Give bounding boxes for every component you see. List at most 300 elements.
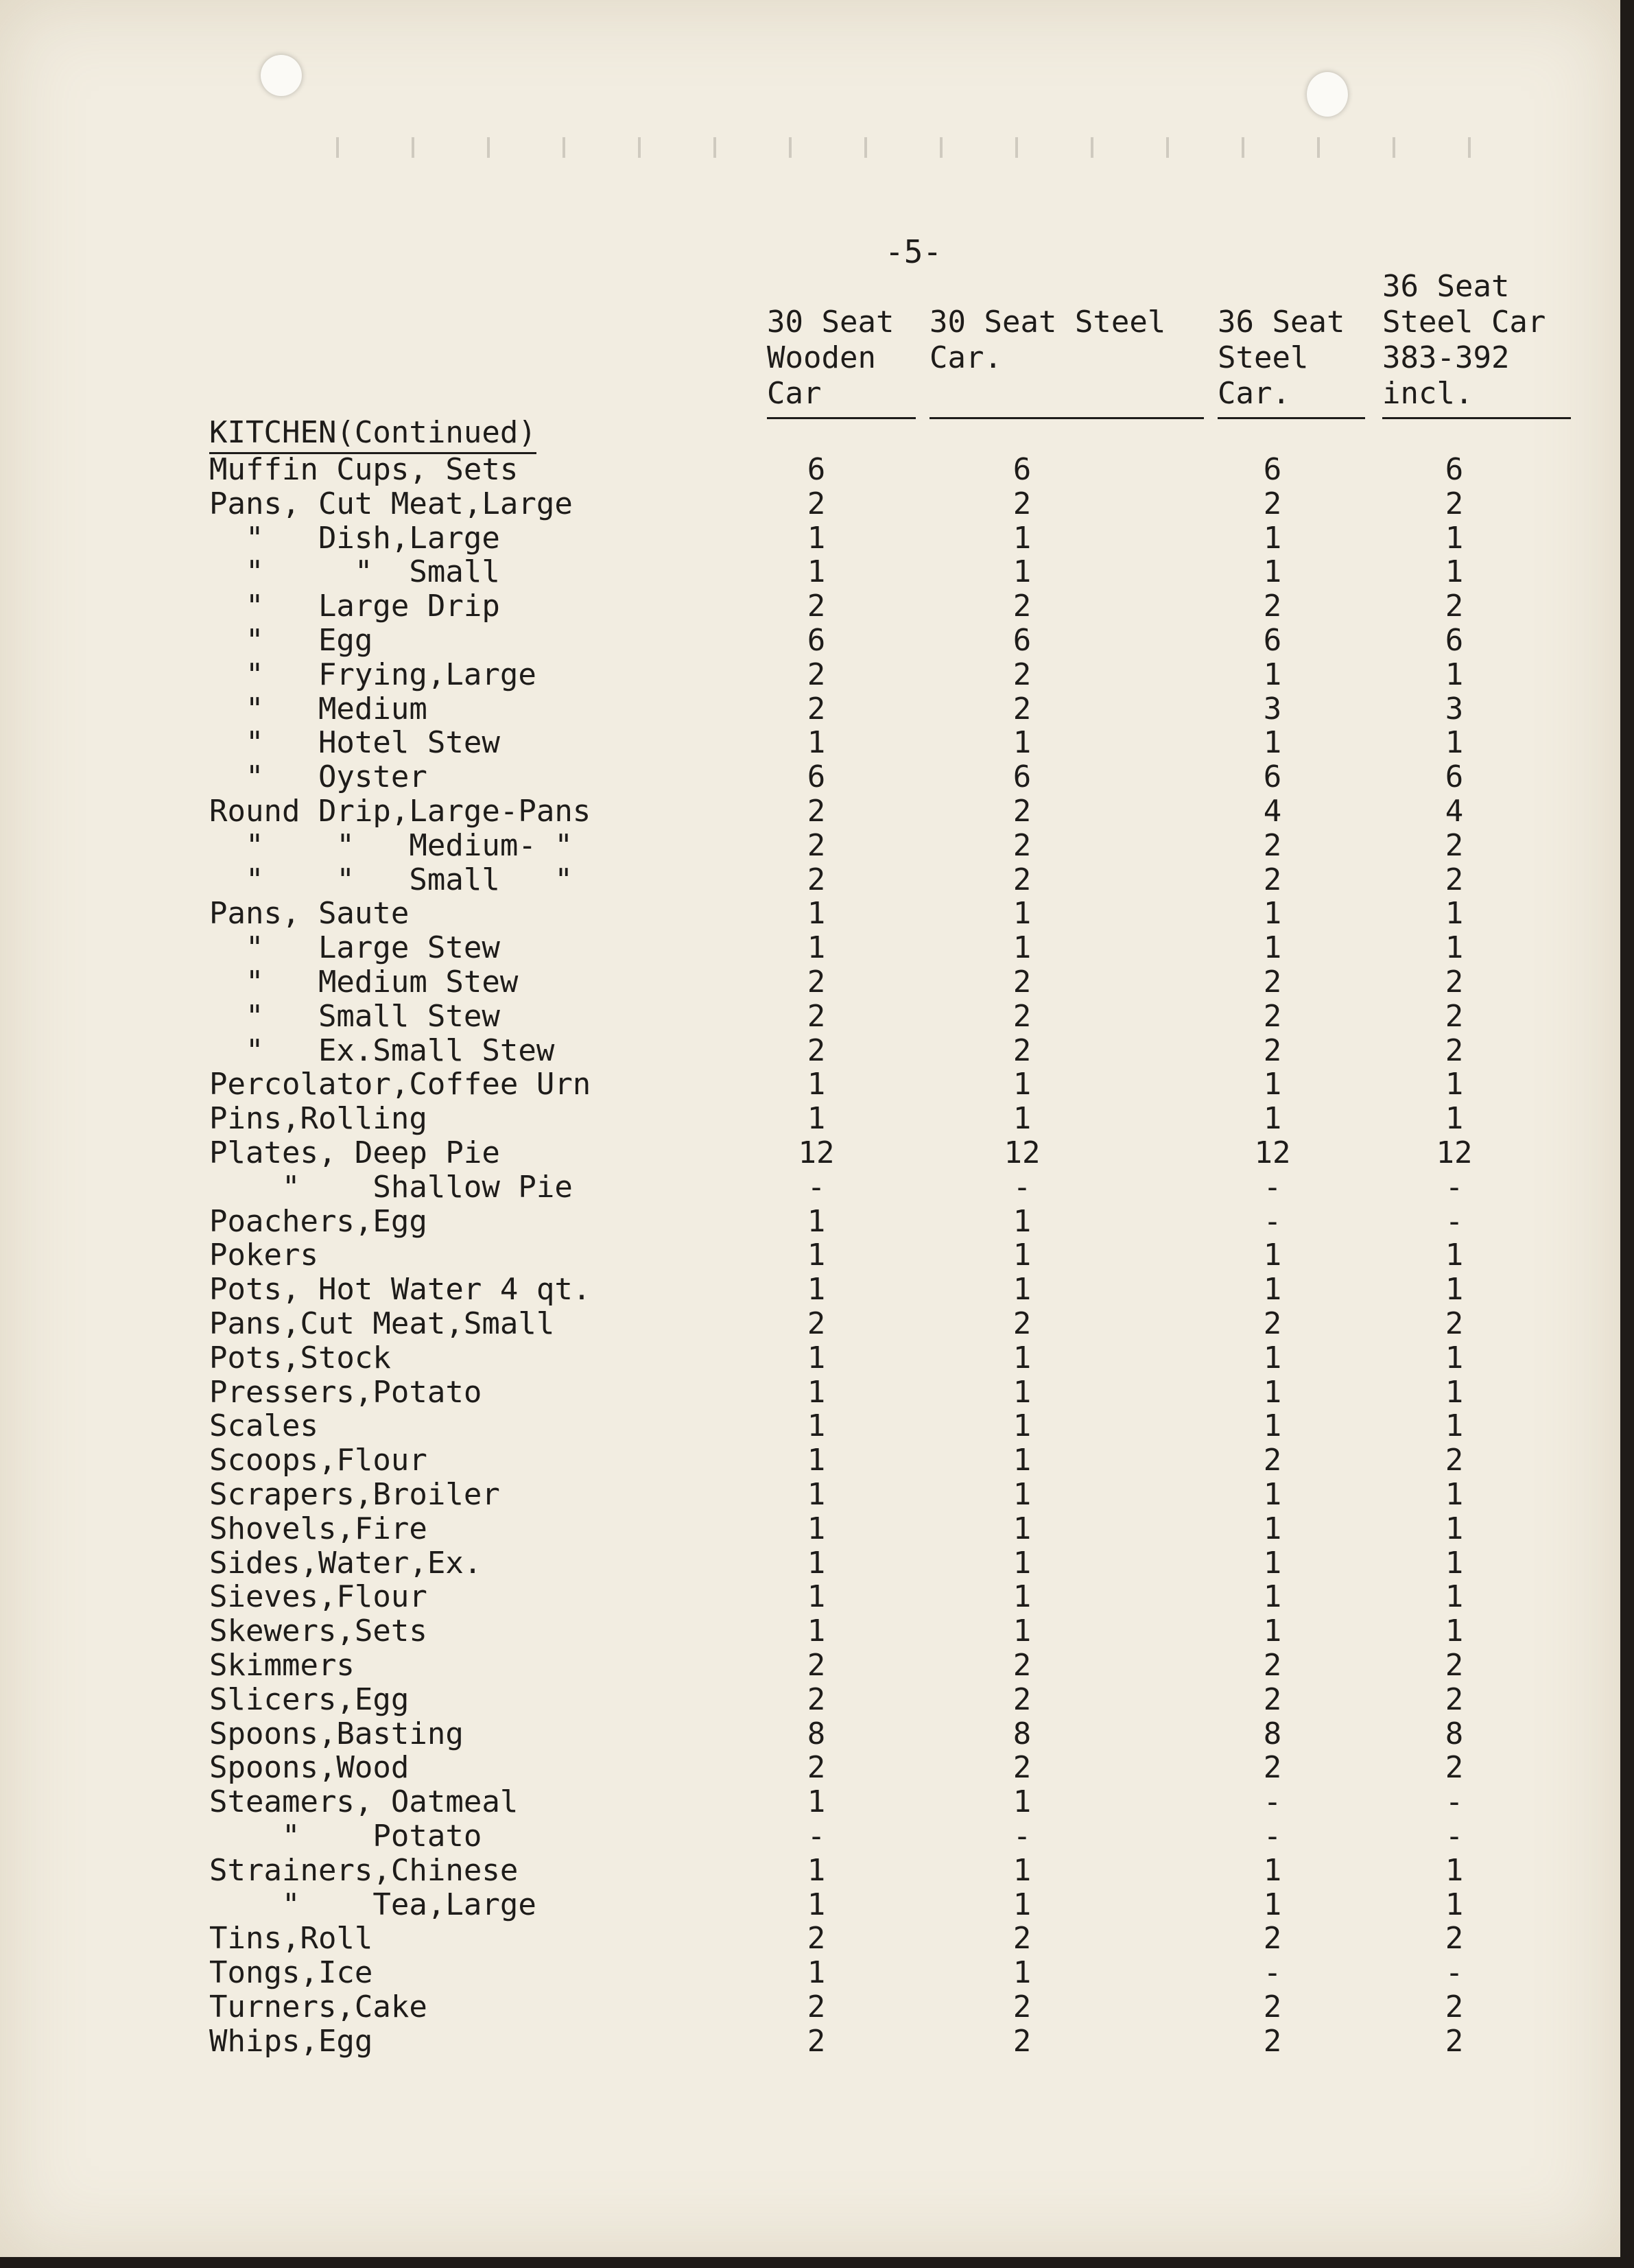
- item-name: Steamers, Oatmeal: [209, 1784, 519, 1820]
- table-row: [0, 829, 1620, 863]
- column-header-line: 36 Seat: [1218, 305, 1345, 340]
- table-row: [0, 965, 1620, 1000]
- table-row: [0, 1102, 1620, 1136]
- item-quantity: -: [1445, 1169, 1464, 1205]
- item-quantity: 1: [1445, 520, 1464, 556]
- item-quantity: 6: [1445, 759, 1464, 795]
- table-row: [0, 1683, 1620, 1717]
- item-quantity: 4: [1263, 794, 1282, 829]
- item-quantity: 2: [1263, 1648, 1282, 1683]
- item-quantity: 2: [1263, 1989, 1282, 2024]
- item-name: Whips,Egg: [209, 2023, 373, 2059]
- item-quantity: 1: [1013, 1101, 1032, 1137]
- item-quantity: 1: [1263, 1238, 1282, 1273]
- item-quantity: 12: [798, 1135, 835, 1170]
- item-quantity: 1: [1445, 725, 1464, 761]
- item-quantity: 2: [1013, 862, 1032, 897]
- table-row: [0, 1512, 1620, 1546]
- item-quantity: 6: [1263, 623, 1282, 658]
- column-header-rule: [1382, 417, 1571, 419]
- item-quantity: 1: [1013, 725, 1032, 761]
- item-quantity: 6: [1263, 759, 1282, 795]
- item-quantity: 1: [1263, 1887, 1282, 1922]
- item-quantity: 1: [1013, 1614, 1032, 1649]
- item-quantity: -: [1445, 1784, 1464, 1820]
- item-quantity: 2: [1263, 589, 1282, 624]
- item-name: Spoons,Basting: [209, 1716, 464, 1751]
- item-quantity: 2: [1263, 862, 1282, 897]
- table-row: [0, 1546, 1620, 1581]
- item-name: Skimmers: [209, 1648, 355, 1683]
- item-name: " Hotel Stew: [209, 725, 500, 761]
- item-name: Pans, Cut Meat,Large: [209, 486, 573, 521]
- table-row: [0, 1478, 1620, 1512]
- item-quantity: 2: [1013, 1750, 1032, 1786]
- item-quantity: 1: [1263, 657, 1282, 692]
- item-quantity: 8: [1263, 1716, 1282, 1751]
- item-quantity: 1: [1445, 554, 1464, 590]
- item-quantity: 1: [1445, 1101, 1464, 1137]
- item-quantity: 1: [1263, 1545, 1282, 1581]
- item-quantity: 1: [1263, 1579, 1282, 1615]
- item-quantity: -: [1263, 1169, 1282, 1205]
- item-quantity: 2: [807, 691, 826, 727]
- item-name: Pots,Stock: [209, 1340, 391, 1375]
- item-quantity: 1: [807, 1852, 826, 1888]
- item-name: " Egg: [209, 623, 373, 658]
- table-row: [0, 555, 1620, 589]
- table-row: [0, 453, 1620, 487]
- item-quantity: 2: [1263, 1921, 1282, 1957]
- item-quantity: -: [1013, 1169, 1032, 1205]
- item-quantity: 2: [1013, 1032, 1032, 1068]
- item-quantity: 2: [1445, 1306, 1464, 1341]
- item-quantity: 1: [807, 1238, 826, 1273]
- item-name: Scales: [209, 1408, 318, 1444]
- item-quantity: 1: [807, 1511, 826, 1546]
- item-quantity: 12: [1004, 1135, 1041, 1170]
- item-quantity: 2: [807, 1921, 826, 1957]
- item-quantity: 2: [807, 1032, 826, 1068]
- punch-hole-left: [261, 55, 302, 96]
- item-quantity: 1: [1445, 1614, 1464, 1649]
- item-name: Slicers,Egg: [209, 1681, 410, 1717]
- item-quantity: 2: [807, 998, 826, 1034]
- item-quantity: 1: [807, 1477, 826, 1512]
- table-row: [0, 2024, 1620, 2059]
- item-quantity: 1: [807, 1203, 826, 1239]
- table-row: [0, 1888, 1620, 1922]
- table-row: [0, 794, 1620, 829]
- item-name: Pans, Saute: [209, 896, 410, 932]
- page-edge-bottom: [0, 2257, 1634, 2268]
- item-quantity: 8: [1445, 1716, 1464, 1751]
- item-quantity: 1: [807, 1545, 826, 1581]
- item-quantity: 2: [1013, 1921, 1032, 1957]
- item-name: Shovels,Fire: [209, 1511, 427, 1546]
- item-name: Plates, Deep Pie: [209, 1135, 500, 1170]
- item-quantity: 1: [1013, 520, 1032, 556]
- table-row: [0, 1205, 1620, 1239]
- table-row: [0, 726, 1620, 760]
- item-quantity: 1: [1013, 1852, 1032, 1888]
- column-header-line: Wooden: [767, 340, 876, 375]
- item-quantity: 1: [1445, 1545, 1464, 1581]
- item-quantity: 2: [807, 965, 826, 1000]
- item-quantity: 1: [1445, 1067, 1464, 1102]
- item-quantity: -: [1013, 1819, 1032, 1854]
- item-name: " Frying,Large: [209, 657, 536, 692]
- item-quantity: 2: [1263, 1750, 1282, 1786]
- item-quantity: -: [1445, 1955, 1464, 1991]
- item-quantity: 1: [807, 896, 826, 932]
- item-quantity: 2: [1263, 998, 1282, 1034]
- item-quantity: 1: [1263, 930, 1282, 966]
- item-name: " Shallow Pie: [209, 1169, 573, 1205]
- item-quantity: 1: [1013, 1443, 1032, 1478]
- item-quantity: 2: [1263, 1443, 1282, 1478]
- column-header-line: 383-392: [1382, 340, 1510, 375]
- item-quantity: 8: [1013, 1716, 1032, 1751]
- item-quantity: 2: [807, 486, 826, 521]
- table-row: [0, 624, 1620, 658]
- item-quantity: 2: [807, 1306, 826, 1341]
- item-quantity: 1: [807, 1340, 826, 1375]
- table-row: [0, 1990, 1620, 2024]
- item-quantity: 1: [1013, 930, 1032, 966]
- item-quantity: 1: [1013, 1272, 1032, 1308]
- table-row: [0, 1649, 1620, 1683]
- item-quantity: 2: [807, 794, 826, 829]
- item-quantity: 6: [807, 759, 826, 795]
- table-row: [0, 931, 1620, 965]
- table-row: [0, 760, 1620, 794]
- item-quantity: 2: [1445, 1648, 1464, 1683]
- item-quantity: 2: [807, 589, 826, 624]
- item-name: " Medium: [209, 691, 427, 727]
- item-quantity: 1: [807, 520, 826, 556]
- item-quantity: 2: [1445, 1443, 1464, 1478]
- table-row: [0, 1614, 1620, 1649]
- item-quantity: 2: [1013, 998, 1032, 1034]
- item-quantity: 2: [1013, 794, 1032, 829]
- item-quantity: 2: [1263, 486, 1282, 521]
- item-quantity: 2: [1013, 589, 1032, 624]
- item-quantity: 1: [807, 725, 826, 761]
- item-quantity: -: [807, 1169, 826, 1205]
- item-name: " " Small: [209, 554, 500, 590]
- item-quantity: 6: [1013, 623, 1032, 658]
- column-header-line: 30 Seat Steel: [930, 305, 1166, 340]
- item-quantity: 2: [807, 1648, 826, 1683]
- item-name: " Large Stew: [209, 930, 500, 966]
- item-quantity: -: [807, 1819, 826, 1854]
- item-quantity: 2: [1013, 1989, 1032, 2024]
- item-name: Percolator,Coffee Urn: [209, 1067, 591, 1102]
- item-quantity: 1: [807, 1443, 826, 1478]
- item-quantity: 2: [1263, 827, 1282, 863]
- item-quantity: 1: [807, 1374, 826, 1410]
- item-quantity: 2: [1263, 1032, 1282, 1068]
- table-row: [0, 1307, 1620, 1341]
- item-quantity: 1: [1445, 1272, 1464, 1308]
- item-quantity: 1: [1013, 1067, 1032, 1102]
- item-quantity: 1: [1263, 1340, 1282, 1375]
- column-header-line: Car.: [1218, 376, 1290, 411]
- item-quantity: 2: [1013, 486, 1032, 521]
- item-quantity: 2: [807, 1750, 826, 1786]
- item-quantity: 1: [1013, 1340, 1032, 1375]
- item-name: " " Medium- ": [209, 827, 573, 863]
- item-quantity: 1: [1445, 1477, 1464, 1512]
- column-header-rule: [767, 417, 916, 419]
- item-quantity: 1: [807, 1579, 826, 1615]
- item-quantity: 1: [1263, 1272, 1282, 1308]
- item-quantity: 1: [1263, 1511, 1282, 1546]
- column-header-rule: [930, 417, 1204, 419]
- item-quantity: 1: [1263, 1614, 1282, 1649]
- table-row: [0, 863, 1620, 897]
- item-quantity: 1: [1263, 520, 1282, 556]
- item-quantity: 1: [1445, 657, 1464, 692]
- item-quantity: 1: [807, 1408, 826, 1444]
- item-quantity: 1: [807, 554, 826, 590]
- item-quantity: 1: [1263, 1852, 1282, 1888]
- table-row: [0, 1034, 1620, 1068]
- item-quantity: 12: [1436, 1135, 1473, 1170]
- item-quantity: -: [1445, 1203, 1464, 1239]
- table-row: [0, 1854, 1620, 1888]
- item-name: Strainers,Chinese: [209, 1852, 519, 1888]
- item-quantity: 2: [1445, 998, 1464, 1034]
- print-specks: [309, 137, 1543, 158]
- table-row: [0, 1785, 1620, 1819]
- item-name: Round Drip,Large-Pans: [209, 794, 591, 829]
- item-quantity: 2: [807, 1989, 826, 2024]
- punch-hole-right: [1307, 72, 1348, 117]
- item-name: Pans,Cut Meat,Small: [209, 1306, 555, 1341]
- table-row: [0, 658, 1620, 692]
- section-title: KITCHEN(Continued): [209, 415, 536, 454]
- item-quantity: 3: [1263, 691, 1282, 727]
- column-header-line: incl.: [1382, 376, 1473, 411]
- table-row: [0, 1819, 1620, 1854]
- item-name: Scrapers,Broiler: [209, 1477, 500, 1512]
- item-quantity: 2: [1445, 589, 1464, 624]
- item-quantity: -: [1263, 1203, 1282, 1239]
- item-quantity: 1: [1445, 1852, 1464, 1888]
- item-quantity: 6: [1263, 452, 1282, 487]
- item-quantity: 2: [1445, 965, 1464, 1000]
- item-quantity: 6: [807, 623, 826, 658]
- item-quantity: 1: [807, 1955, 826, 1991]
- item-name: " Medium Stew: [209, 965, 519, 1000]
- table-row: [0, 1375, 1620, 1410]
- table-row: [0, 589, 1620, 624]
- item-quantity: 1: [1013, 896, 1032, 932]
- item-quantity: 1: [807, 1101, 826, 1137]
- table-row: [0, 1067, 1620, 1102]
- item-quantity: 2: [1445, 1681, 1464, 1717]
- item-quantity: 2: [1445, 1032, 1464, 1068]
- item-quantity: 1: [1445, 1238, 1464, 1273]
- item-quantity: 6: [807, 452, 826, 487]
- table-row: [0, 1956, 1620, 1990]
- table-row: [0, 1170, 1620, 1205]
- item-quantity: 1: [1445, 1408, 1464, 1444]
- item-quantity: 1: [1445, 1511, 1464, 1546]
- item-quantity: 2: [1263, 1306, 1282, 1341]
- column-header-line: 30 Seat: [767, 305, 895, 340]
- item-quantity: 6: [1013, 452, 1032, 487]
- item-quantity: 2: [1445, 827, 1464, 863]
- table-row: [0, 1238, 1620, 1273]
- item-quantity: -: [1445, 1819, 1464, 1854]
- item-quantity: 2: [1445, 1921, 1464, 1957]
- item-name: " Large Drip: [209, 589, 500, 624]
- item-name: Tongs,Ice: [209, 1955, 373, 1991]
- item-name: Muffin Cups, Sets: [209, 452, 519, 487]
- item-quantity: 1: [807, 1614, 826, 1649]
- item-name: " Small Stew: [209, 998, 500, 1034]
- item-name: " Dish,Large: [209, 520, 500, 556]
- item-quantity: 1: [1013, 1955, 1032, 1991]
- table-row: [0, 692, 1620, 727]
- item-quantity: 3: [1445, 691, 1464, 727]
- table-row: [0, 1580, 1620, 1614]
- item-quantity: 12: [1254, 1135, 1291, 1170]
- item-name: " Tea,Large: [209, 1887, 536, 1922]
- item-quantity: 1: [1263, 1374, 1282, 1410]
- item-quantity: 1: [807, 1272, 826, 1308]
- column-header-line: 36 Seat: [1382, 269, 1510, 304]
- item-quantity: 2: [1013, 657, 1032, 692]
- item-quantity: 4: [1445, 794, 1464, 829]
- item-quantity: 2: [807, 657, 826, 692]
- item-quantity: 2: [1013, 1306, 1032, 1341]
- item-quantity: 1: [1263, 725, 1282, 761]
- page-edge-right: [1620, 0, 1634, 2268]
- table-row: [0, 1717, 1620, 1751]
- item-name: Sieves,Flour: [209, 1579, 427, 1615]
- item-quantity: 1: [1263, 1067, 1282, 1102]
- item-quantity: 1: [1263, 1408, 1282, 1444]
- item-quantity: 2: [1013, 1648, 1032, 1683]
- item-quantity: 2: [1445, 2023, 1464, 2059]
- item-quantity: 2: [1263, 1681, 1282, 1717]
- item-quantity: 2: [1445, 1989, 1464, 2024]
- item-quantity: 1: [1013, 1579, 1032, 1615]
- column-header-rule: [1218, 417, 1365, 419]
- table-row: [0, 1443, 1620, 1478]
- column-header-line: Car.: [930, 340, 1002, 375]
- table-row: [0, 897, 1620, 931]
- item-name: Poachers,Egg: [209, 1203, 427, 1239]
- item-name: Spoons,Wood: [209, 1750, 410, 1786]
- item-quantity: 2: [1263, 965, 1282, 1000]
- item-quantity: 2: [1445, 486, 1464, 521]
- item-name: Scoops,Flour: [209, 1443, 427, 1478]
- item-quantity: 1: [1263, 1101, 1282, 1137]
- item-quantity: 1: [1445, 896, 1464, 932]
- item-quantity: 1: [1013, 1408, 1032, 1444]
- item-quantity: 1: [1445, 1374, 1464, 1410]
- table-row: [0, 1000, 1620, 1034]
- item-quantity: 1: [1013, 1477, 1032, 1512]
- item-quantity: 1: [1445, 1340, 1464, 1375]
- item-quantity: -: [1263, 1819, 1282, 1854]
- item-quantity: 1: [1013, 554, 1032, 590]
- item-quantity: 1: [1013, 1511, 1032, 1546]
- table-row: [0, 1341, 1620, 1375]
- item-quantity: 2: [807, 827, 826, 863]
- item-quantity: 6: [1013, 759, 1032, 795]
- item-quantity: 1: [1445, 930, 1464, 966]
- item-quantity: 1: [1013, 1203, 1032, 1239]
- item-name: " Ex.Small Stew: [209, 1032, 555, 1068]
- item-quantity: -: [1263, 1784, 1282, 1820]
- item-quantity: 6: [1445, 623, 1464, 658]
- item-quantity: 1: [807, 1784, 826, 1820]
- item-name: " Potato: [209, 1819, 482, 1854]
- column-header-line: Car: [767, 376, 822, 411]
- item-quantity: 2: [1013, 827, 1032, 863]
- item-name: Pots, Hot Water 4 qt.: [209, 1272, 591, 1308]
- item-quantity: 1: [1263, 1477, 1282, 1512]
- item-name: Skewers,Sets: [209, 1614, 427, 1649]
- item-quantity: 1: [1013, 1545, 1032, 1581]
- item-quantity: -: [1263, 1955, 1282, 1991]
- item-quantity: 1: [1445, 1887, 1464, 1922]
- page-number: -5-: [885, 233, 943, 270]
- item-quantity: 2: [1445, 862, 1464, 897]
- item-name: " Oyster: [209, 759, 427, 795]
- item-name: Turners,Cake: [209, 1989, 427, 2024]
- item-quantity: 2: [807, 2023, 826, 2059]
- table-row: [0, 487, 1620, 521]
- table-row: [0, 1273, 1620, 1307]
- item-name: Pins,Rolling: [209, 1101, 427, 1137]
- item-quantity: 8: [807, 1716, 826, 1751]
- table-row: [0, 1922, 1620, 1956]
- item-quantity: 2: [1013, 1681, 1032, 1717]
- item-quantity: 2: [1263, 2023, 1282, 2059]
- table-row: [0, 521, 1620, 556]
- item-name: Sides,Water,Ex.: [209, 1545, 482, 1581]
- item-name: Tins,Roll: [209, 1921, 373, 1957]
- item-quantity: 1: [1013, 1784, 1032, 1820]
- item-quantity: 1: [807, 1887, 826, 1922]
- item-quantity: 2: [1013, 2023, 1032, 2059]
- item-quantity: 2: [1013, 965, 1032, 1000]
- table-row: [0, 1751, 1620, 1785]
- table-row: [0, 1136, 1620, 1170]
- item-quantity: 1: [1013, 1238, 1032, 1273]
- column-header-line: Steel Car: [1382, 305, 1546, 340]
- item-name: Pressers,Potato: [209, 1374, 482, 1410]
- item-name: " " Small ": [209, 862, 573, 897]
- item-quantity: 1: [1263, 554, 1282, 590]
- item-quantity: 1: [807, 930, 826, 966]
- item-quantity: 1: [1263, 896, 1282, 932]
- column-header-line: Steel: [1218, 340, 1309, 375]
- item-quantity: 1: [1445, 1579, 1464, 1615]
- item-quantity: 2: [807, 862, 826, 897]
- table-row: [0, 1409, 1620, 1443]
- item-name: Pokers: [209, 1238, 318, 1273]
- item-quantity: 6: [1445, 452, 1464, 487]
- item-quantity: 2: [807, 1681, 826, 1717]
